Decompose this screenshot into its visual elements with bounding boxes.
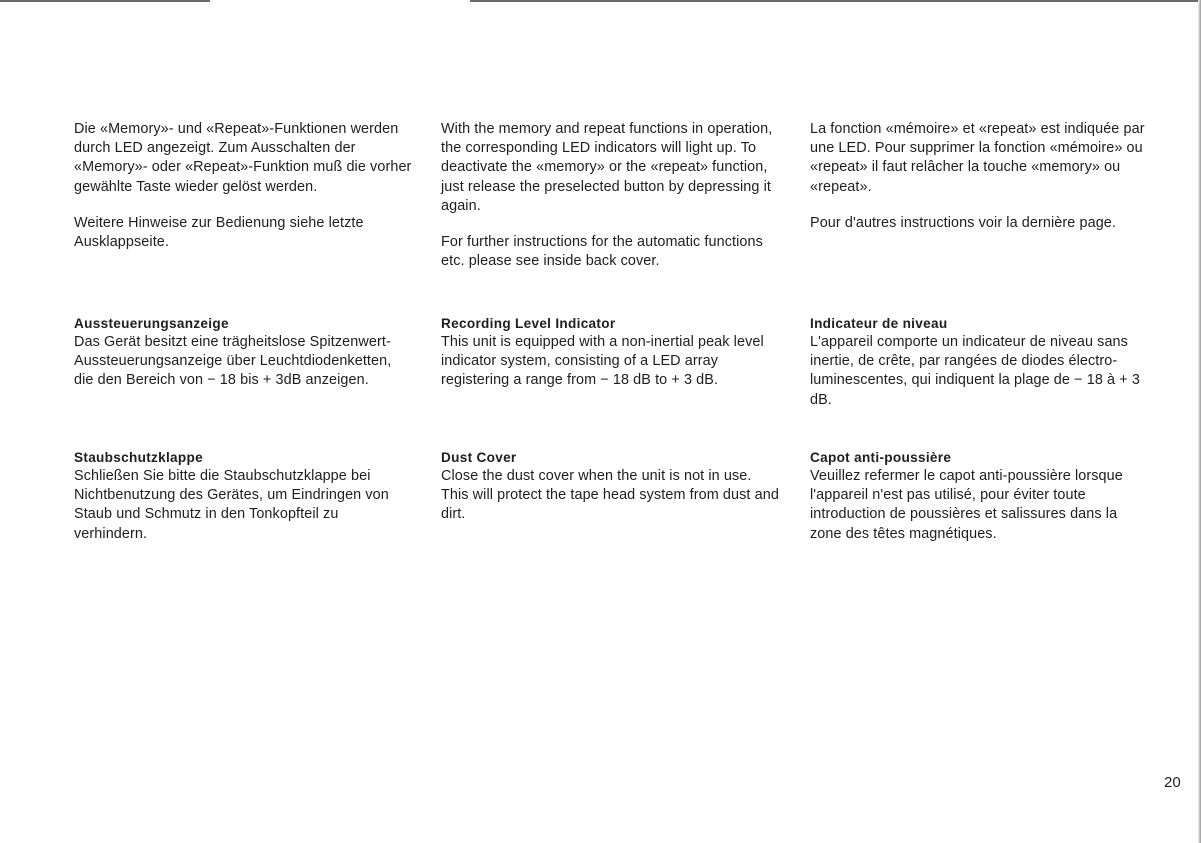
column-english xyxy=(441,120,781,523)
page-number: 20 xyxy=(1164,774,1181,791)
more-info-paragraph-de: Weitere Hinweise zur Bedienung siehe letzte Ausklappseite. xyxy=(74,214,364,251)
dust-cover-text-fr: Veuillez refermer le capot anti-poussière lorsque l'appareil n'est pas utilisé, pour éviter toute introduction de poussières et salissures dans la zone des têtes magnétiques. xyxy=(810,468,1123,542)
column-french xyxy=(810,120,1150,542)
top-rule-gap xyxy=(210,0,470,2)
more-info-paragraph-en: For further instructions for the automatic functions etc. please see inside back cover. xyxy=(441,234,763,270)
level-indicator-section-de xyxy=(74,314,414,391)
dust-cover-heading-fr: Capot anti-poussière xyxy=(810,450,952,465)
level-indicator-section-fr xyxy=(810,314,1150,410)
intro-paragraph-fr: La fonction «mémoire» et «repeat» est indiquée par une LED. Pour supprimer la fonction «mémoire» ou «repeat» il faut relâcher la touche «memory» ou «repeat». xyxy=(810,121,1145,195)
dust-cover-heading-en: Dust Cover xyxy=(441,450,517,465)
level-indicator-section-en xyxy=(441,314,781,391)
intro-paragraph-de: Die «Memory»- und «Repeat»-Funktionen werden durch LED angezeigt. Zum Ausschalten der «Memory»- oder «Repeat»-Funktion muß die vorher gewählte Taste wieder gelöst werden. xyxy=(74,121,412,195)
level-indicator-text-de: Das Gerät besitzt eine trägheitslose Spitzenwert-Aussteuerungsanzeige über Leuchtdiodenketten, die den Bereich von − 18 bis + 3dB anzeigen. xyxy=(74,334,392,389)
level-indicator-heading-de: Aussteuerungsanzeige xyxy=(74,316,229,331)
intro-paragraph-en: With the memory and repeat functions in operation, the corresponding LED indicators will light up. To deactivate the «memory» or the «repeat» function, just release the preselected button by depressing it again. xyxy=(441,121,773,214)
more-info-paragraph-fr: Pour d'autres instructions voir la dernière page. xyxy=(810,214,1117,231)
dust-cover-text-de: Schließen Sie bitte die Staubschutzklappe bei Nichtbenutzung des Gerätes, um Eindringen von Staub und Schmutz in den Tonkopfteil zu verhindern. xyxy=(74,468,389,542)
dust-cover-heading-de: Staubschutzklappe xyxy=(74,450,203,465)
level-indicator-heading-en: Recording Level Indicator xyxy=(441,316,616,331)
dust-cover-section-de xyxy=(74,448,414,544)
top-rule xyxy=(0,0,1201,2)
dust-cover-text-en: Close the dust cover when the unit is not in use. This will protect the tape head system from dust and dirt. xyxy=(441,468,779,523)
dust-cover-section-fr xyxy=(810,448,1150,544)
level-indicator-text-en: This unit is equipped with a non-inertial peak level indicator system, consisting of a LED array registering a range from − 18 dB to + 3 dB. xyxy=(441,334,764,389)
level-indicator-heading-fr: Indicateur de niveau xyxy=(810,316,948,331)
column-german xyxy=(74,120,414,542)
dust-cover-section-en xyxy=(441,448,781,525)
level-indicator-text-fr: L'appareil comporte un indicateur de niveau sans inertie, de crête, par rangées de diodes électro-luminescentes, qui indiquent la plage de − 18 à + 3 dB. xyxy=(810,334,1140,408)
